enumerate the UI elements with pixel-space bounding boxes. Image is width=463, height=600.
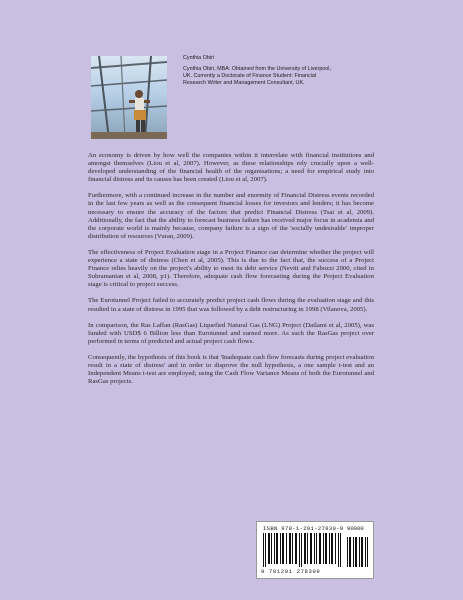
barcode: [256, 521, 374, 579]
author-photo: [91, 56, 167, 139]
barcode-bars: [263, 533, 343, 567]
isbn-label: ISBN 978-1-291-27830-9: [263, 525, 344, 532]
paragraph: Consequently, the hypothesis of this book is that 'Inadequate cash flow forecasts during project evaluation result in a state of distress' and in order to disprove the null hypothesis, a one sample t-test and an Independent Means t-test are employed; using the Cash Flow Variance Means of both the Eurotunnel and RasGas projects.: [88, 353, 374, 386]
paragraph: The effectiveness of Project Evaluation stage in a Project Finance can determine whether the project will experience a state of distress (Chen et al, 2005). This is due to the fact that, the success of a Project Finance relies heavily on the project's ability to meet its debt service (Nevitt and Fabozzi 2000, cited in Subramanian et al, 2008, p1). Therefore, adequate cash flow forecasting during the Project Evaluation stage is critical to project success.: [88, 248, 374, 289]
paragraph: An economy is driven by how well the companies within it interrelate with financial institutions and amongst themselves (Liou et al, 2007). However, as these relationships rely crucially upon a well-developed understanding of the financial health of the organisations; a need for empirical study into financial distress and its causes has been created (Liou et al, 2007).: [88, 152, 374, 184]
price-addon: 90000: [347, 525, 364, 532]
paragraph: The Eurotunnel Project failed to accurately predict project cash flows during the evaluation stage and this resulted in a state of distress in 1995 that was followed by a debt restructuring in 1998 (Vilanova, 2005).: [88, 297, 374, 313]
author-bio: Cynthia Obiri, MBA: Obtained from the University of Liverpool, UK. Currently a Doctorate of Finance Student: Financial Research Writer and Management Consultant, UK.: [183, 66, 332, 86]
addon-bars: [347, 533, 369, 567]
paragraph: In comparison, the Ras Laffan (RasGas) Liquefied Natural Gas (LNG) Project (Dailami et al, 2005), was funded with USD$ 6 Billion less than Eurotunnel and earned more. As such the RasGas project over performed in terms of predicted and actual project cash flows.: [88, 321, 374, 345]
author-name: Cynthia Obiri: [183, 55, 215, 61]
blurb-text: [88, 152, 374, 394]
barcode-digits: 9 781291 278309: [261, 568, 321, 575]
paragraph: Furthermore, with a continued increase in the number and enormity of Financial Distress events recorded in the last few years as well as the consequent financial losses for investors and lenders; it has become necessary to ensure the accuracy of the factors that predict Financial Distress (Tsai et al, 2009). Additionally, the fact that the ability to forecast business failure has received major focus in academia and the corporate world is mainly because, company failure is a sign of the 'socially undesirable' improper distribution of resources (Vuran, 2009).: [88, 192, 374, 240]
